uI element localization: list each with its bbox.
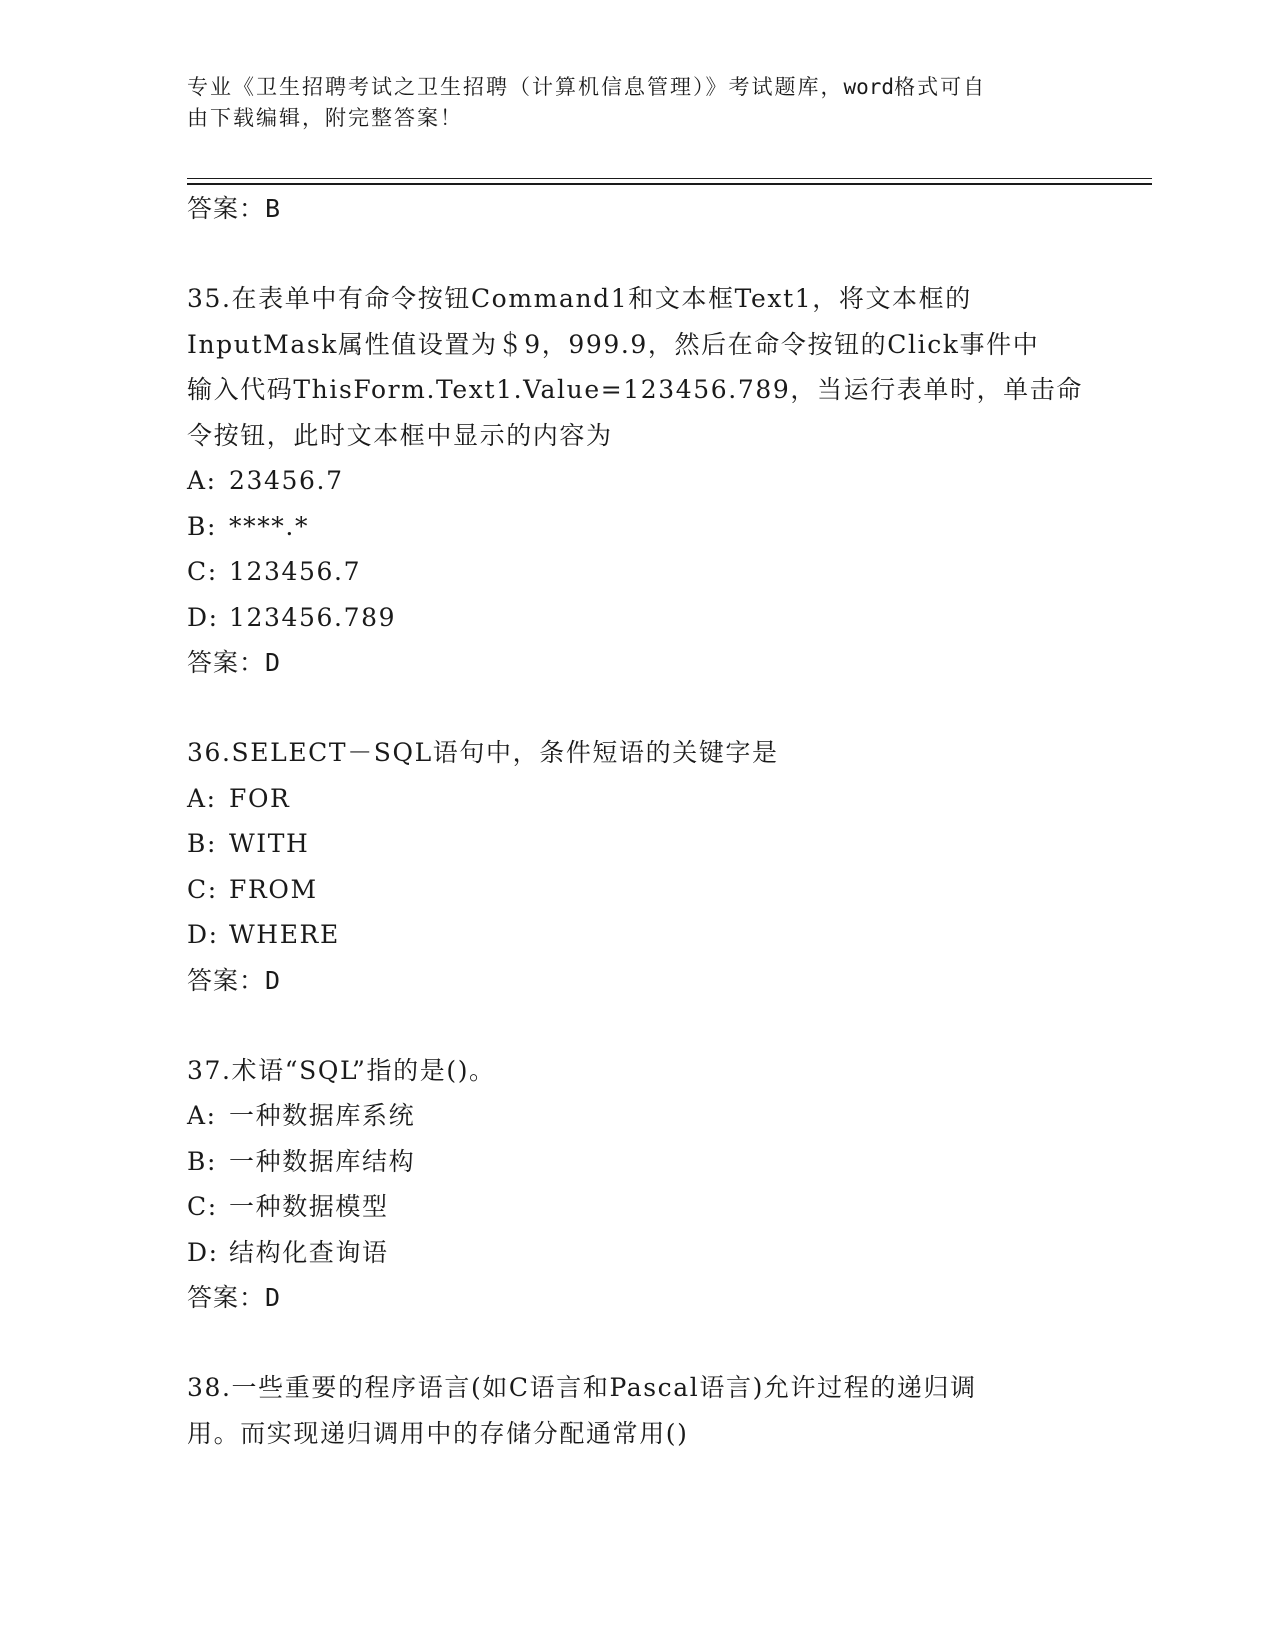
question-stem <box>187 1048 1087 1094</box>
option-d <box>187 595 1087 641</box>
option-letter: A: <box>187 783 217 813</box>
option-letter: A: <box>187 1101 217 1130</box>
answer-label: 答案： <box>187 648 266 677</box>
stem-line: 用。而实现递归调用中的存储分配通常用() <box>187 1418 689 1448</box>
question-38 <box>187 1365 1087 1456</box>
answer-line <box>187 640 1087 686</box>
option-d <box>187 912 1087 958</box>
header-word: word <box>843 75 895 99</box>
option-b <box>187 821 1087 867</box>
document-header <box>187 72 1087 134</box>
stem-line: 38.一些重要的程序语言(如C语言和Pascal语言)允许过程的递归调 <box>187 1373 977 1402</box>
answer-value: D <box>265 1283 281 1312</box>
option-letter: B: <box>187 511 217 541</box>
option-a <box>187 1093 1087 1139</box>
option-text: ****.* <box>229 511 310 541</box>
option-b <box>187 504 1087 550</box>
option-text: 一种数据库结构 <box>229 1146 416 1176</box>
header-line-2: 由下载编辑，附完整答案！ <box>187 106 463 130</box>
question-37 <box>187 1048 1087 1322</box>
option-text: FOR <box>229 783 291 813</box>
stem-line: 36.SELECT－SQL语句中，条件短语的关键字是 <box>187 738 779 767</box>
option-letter: C: <box>187 874 218 904</box>
option-text: WHERE <box>229 920 340 949</box>
question-stem <box>187 730 1087 776</box>
option-text: 23456.7 <box>229 466 344 495</box>
option-letter: C: <box>187 557 218 586</box>
question-35 <box>187 276 1087 686</box>
answer-line <box>187 1275 1087 1321</box>
option-d <box>187 1230 1087 1276</box>
answer-value: D <box>265 965 281 995</box>
option-text: 一种数据库系统 <box>229 1101 416 1130</box>
option-text: WITH <box>229 829 310 858</box>
header-rule-thick <box>187 183 1152 185</box>
option-text: FROM <box>229 874 318 904</box>
option-c <box>187 1184 1087 1230</box>
option-c <box>187 867 1087 913</box>
option-text: 结构化查询语 <box>229 1237 389 1267</box>
answer-line <box>187 958 1087 1004</box>
stem-line: 输入代码ThisForm.Text1.Value=123456.789，当运行表单时，单击命 <box>187 375 1083 404</box>
header-text-a: 专业《卫生招聘考试之卫生招聘（计算机信息管理）》考试题库， <box>187 75 844 99</box>
option-letter: C: <box>187 1192 218 1221</box>
stem-line: 令按钮，此时文本框中显示的内容为 <box>187 420 613 450</box>
option-a <box>187 458 1087 504</box>
answer-line-34 <box>187 186 1087 232</box>
option-letter: B: <box>187 1146 217 1176</box>
option-c <box>187 549 1087 595</box>
option-letter: B: <box>187 829 217 858</box>
option-letter: D: <box>187 920 219 949</box>
header-text-b: 格式可自 <box>894 75 987 99</box>
question-list <box>187 186 1087 1456</box>
question-stem <box>187 276 1087 458</box>
option-b <box>187 1139 1087 1185</box>
answer-label: 答案： <box>187 194 266 223</box>
option-text: 123456.7 <box>229 557 362 586</box>
answer-label: 答案： <box>187 965 266 995</box>
question-36 <box>187 730 1087 1004</box>
option-letter: A: <box>187 466 217 495</box>
header-rule-thin <box>187 178 1152 179</box>
stem-line: InputMask属性值设置为＄9，999.9，然后在命令按钮的Click事件中 <box>187 329 1040 359</box>
spacer <box>187 1004 1087 1048</box>
answer-label: 答案： <box>187 1283 266 1312</box>
header-line-1 <box>187 72 1087 103</box>
option-a <box>187 776 1087 822</box>
spacer <box>187 1321 1087 1365</box>
stem-line: 35.在表单中有命令按钮Command1和文本框Text1，将文本框的 <box>187 284 972 313</box>
option-text: 一种数据模型 <box>229 1192 389 1221</box>
stem-line: 37.术语“SQL”指的是()。 <box>187 1055 496 1085</box>
answer-value: B <box>265 194 281 223</box>
spacer <box>187 232 1087 276</box>
question-stem <box>187 1365 1087 1456</box>
option-letter: D: <box>187 602 219 632</box>
answer-value: D <box>265 648 281 677</box>
spacer <box>187 686 1087 730</box>
option-text: 123456.789 <box>229 602 397 632</box>
option-letter: D: <box>187 1237 219 1267</box>
